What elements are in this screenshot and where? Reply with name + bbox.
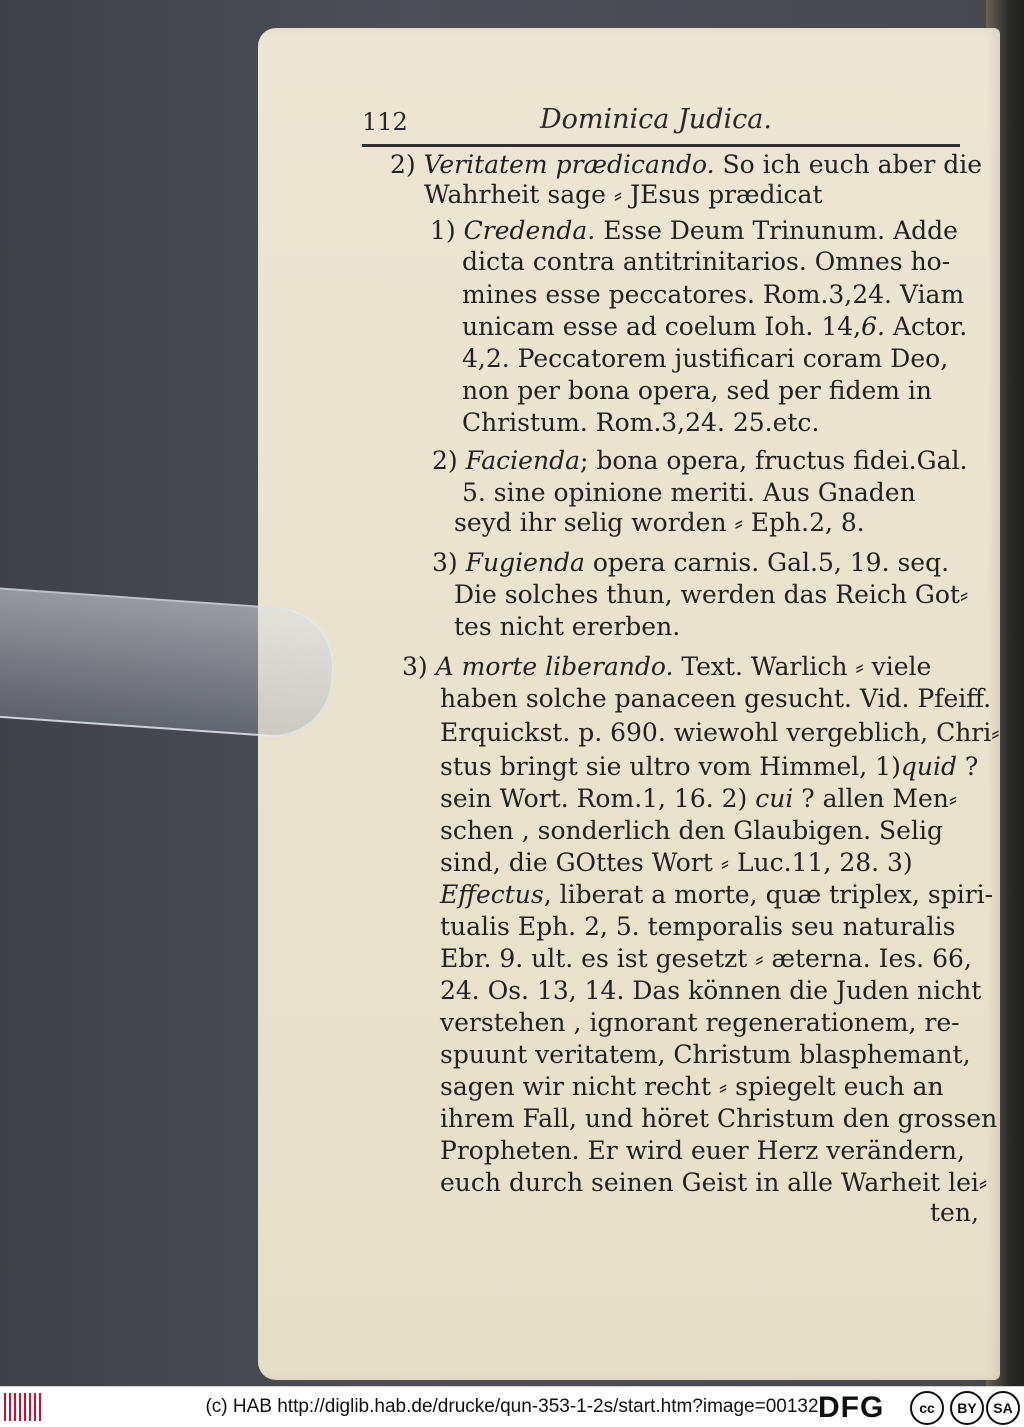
text-segment: 2) [390, 150, 416, 179]
text-segment: Wahrheit sage ⸗ JEsus prædicat [424, 180, 823, 209]
text-segment: mines esse peccatores. Rom.3,24. Viam [462, 280, 965, 309]
text-segment: Ebr. 9. ult. es ist gesetzt ⸗ æterna. Ies. 66, [440, 944, 972, 973]
footer-bar [0, 1386, 1024, 1427]
text-segment: Propheten. Er wird euer Herz verändern, [440, 1136, 965, 1165]
text-segment: Christum. Rom.3,24. 25.etc. [462, 408, 820, 437]
text-segment: , liberat a morte, quæ triplex, spiri- [543, 880, 994, 909]
text-line [462, 247, 950, 277]
text-segment: sagen wir nicht recht ⸗ spiegelt euch an [440, 1072, 944, 1101]
italic-segment: quid [900, 752, 957, 781]
cc-by-icon: BY [950, 1391, 984, 1425]
text-line [432, 548, 949, 578]
text-line [462, 376, 932, 406]
text-segment: non per bona opera, sed per fidem in [462, 376, 932, 405]
running-head: Dominica Judica. [540, 104, 772, 135]
text-line [930, 1198, 979, 1228]
text-line [440, 1136, 965, 1166]
text-segment: unicam esse ad coelum Ioh. 14, [462, 312, 862, 341]
text-segment: 5. sine opinione meriti. Aus Gnaden [462, 478, 916, 507]
text-segment: ihrem Fall, und höret Christum den grossen [440, 1104, 998, 1133]
text-segment: ; bona opera, fructus fidei.Gal. [579, 446, 968, 475]
italic-segment: Effectus [440, 880, 544, 909]
text-line [440, 684, 991, 714]
text-line [440, 752, 978, 782]
text-line [440, 848, 913, 878]
text-line [440, 1168, 987, 1198]
text-segment: Text. Warlich ⸗ viele [673, 652, 932, 681]
text-segment: 2) [432, 446, 458, 475]
text-segment: Actor. [884, 312, 968, 341]
text-segment: So ich euch aber die [714, 150, 983, 179]
text-segment: 24. Os. 13, 14. Das können die Juden nicht [440, 976, 982, 1005]
text-segment: ? [956, 752, 979, 781]
text-line [390, 150, 982, 180]
text-segment: 3) [402, 652, 428, 681]
text-line [462, 344, 948, 374]
italic-segment: 6. [861, 312, 885, 341]
text-line [462, 408, 819, 438]
text-segment: spuunt veritatem, Christum blasphemant, [440, 1040, 971, 1069]
text-segment: Esse Deum Trinunum. Adde [595, 216, 958, 245]
text-line [440, 784, 957, 814]
text-line [440, 1072, 944, 1102]
text-segment: sind, die GOttes Wort ⸗ Luc.11, 28. 3) [440, 848, 913, 877]
text-line [430, 216, 958, 246]
text-line [440, 1104, 997, 1134]
text-segment: haben solche panaceen gesucht. Vid. Pfeiff. [440, 684, 992, 713]
text-line [454, 580, 968, 610]
italic-segment: A morte liberando. [427, 652, 674, 681]
text-line [402, 652, 931, 682]
text-segment: 4,2. Peccatorem justificari coram Deo, [462, 344, 949, 373]
text-segment: ten, [930, 1198, 979, 1227]
text-segment: 1) [430, 216, 456, 245]
footer-credit-link[interactable]: (c) HAB http://diglib.hab.de/drucke/qun-353-1-2s/start.htm?image=00132 [205, 1396, 819, 1417]
text-line [440, 976, 981, 1006]
text-line [462, 280, 964, 310]
text-segment: stus bringt sie ultro vom Himmel, 1) [440, 752, 901, 781]
text-line [440, 1008, 960, 1038]
text-segment: tes nicht ererben. [454, 612, 681, 641]
text-line [454, 508, 865, 538]
text-segment: sein Wort. Rom.1, 16. 2) [440, 784, 748, 813]
text-segment: Erquickst. p. 690. wiewohl vergeblich, Chri⸗ [440, 718, 1000, 747]
text-segment: opera carnis. Gal.5, 19. seq. [584, 548, 950, 577]
italic-segment: cui [747, 784, 794, 813]
text-line [454, 612, 680, 642]
text-line [462, 478, 916, 508]
text-line [424, 180, 823, 210]
dfg-logo: DFG [818, 1391, 885, 1424]
text-line [440, 718, 1000, 748]
text-line [462, 312, 967, 342]
cc-sa-icon: SA [986, 1391, 1020, 1425]
text-line [440, 880, 993, 910]
text-segment: dicta contra antitrinitarios. Omnes ho- [462, 247, 951, 276]
text-segment: ? allen Men⸗ [793, 784, 958, 813]
text-line [440, 816, 943, 846]
text-segment: 3) [432, 548, 458, 577]
text-segment: verstehen , ignorant regenerationem, re- [440, 1008, 960, 1037]
text-line [440, 944, 972, 974]
text-segment: euch durch seinen Geist in alle Warheit lei⸗ [440, 1168, 988, 1197]
text-segment: tualis Eph. 2, 5. temporalis seu naturalis [440, 912, 956, 941]
italic-segment: Facienda [457, 446, 580, 475]
text-segment: schen , sonderlich den Glaubigen. Selig [440, 816, 943, 845]
italic-segment: Veritatem prædicando. [415, 150, 715, 179]
text-line [440, 1040, 971, 1070]
page-number: 112 [362, 108, 408, 136]
italic-segment: Fugienda [457, 548, 585, 577]
italic-segment: Credenda. [455, 216, 596, 245]
text-segment: Die solches thun, werden das Reich Got⸗ [454, 580, 969, 609]
cc-license-icon[interactable]: cc [910, 1391, 944, 1425]
text-segment: seyd ihr selig worden ⸗ Eph.2, 8. [454, 508, 865, 537]
text-line [440, 912, 955, 942]
text-line [432, 446, 967, 476]
